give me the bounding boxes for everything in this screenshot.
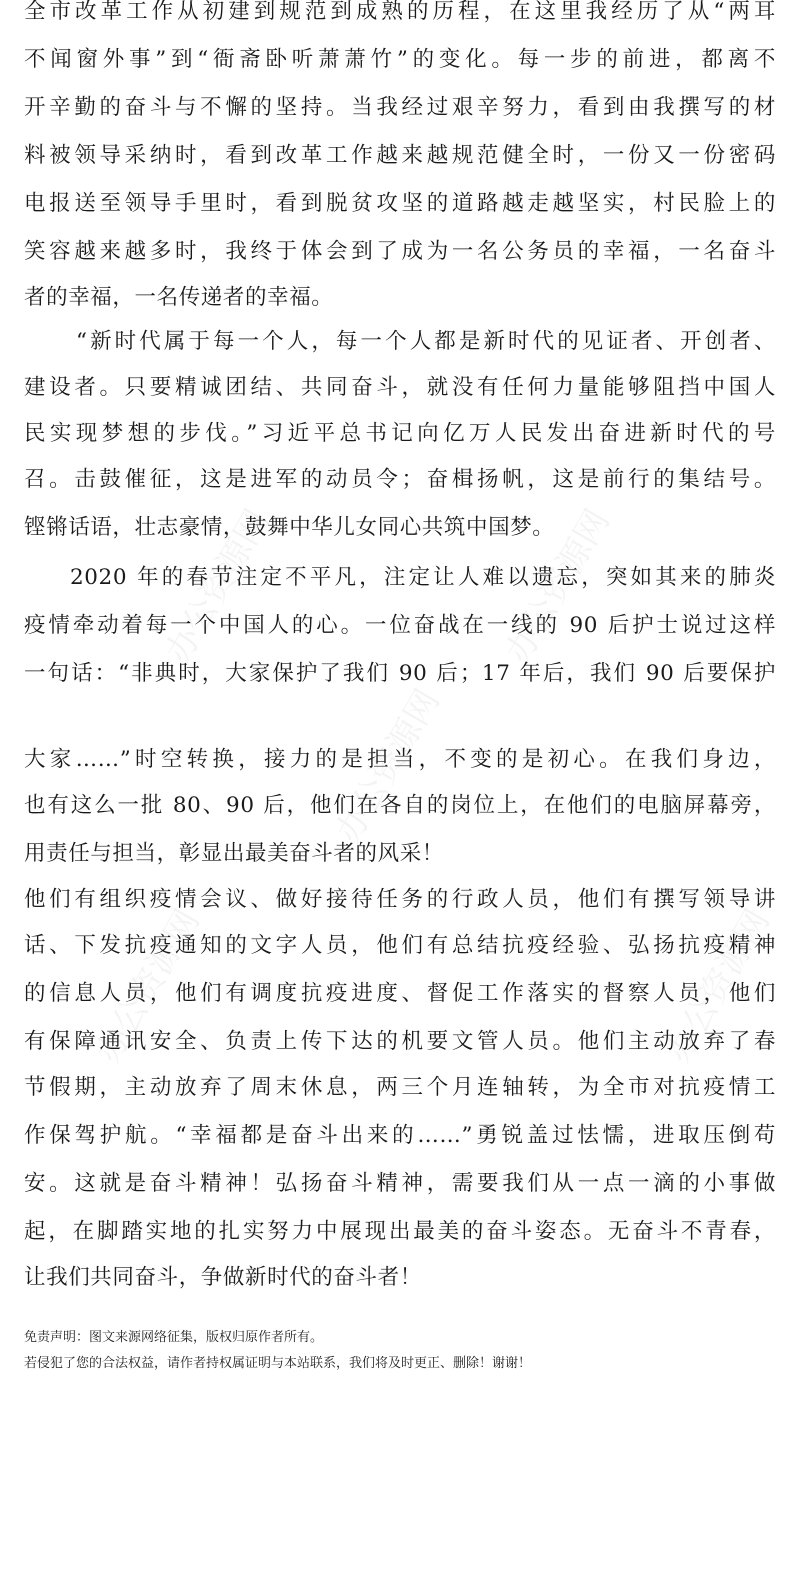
paragraph-5-line-2: 话、下发抗疫通知的文字人员，他们有总结抗疫经验、弘扬抗疫精神: [24, 933, 776, 958]
paragraph-5-line-3: 的信息人员，他们有调度抗疫进度、督促工作落实的督察人员，他们: [24, 981, 776, 1006]
paragraph-3-line-2: 疫情牵动着每一个中国人的心。一位奋战在一线的 90 后护士说过这样: [24, 613, 776, 638]
paragraph-2-line-4: 召。击鼓催征，这是进军的动员令；奋楫扬帆，这是前行的集结号。: [24, 467, 776, 492]
paragraph-1-line-2: 不闻窗外事”到“衙斋卧听萧萧竹”的变化。每一步的前进，都离不: [24, 47, 776, 72]
paragraph-2-line-3: 民实现梦想的步伐。”习近平总书记向亿万人民发出奋进新时代的号: [24, 421, 776, 446]
disclaimer-line-1: 免责声明：图文来源网络征集，版权归原作者所有。: [24, 1330, 324, 1345]
paragraph-2-line-1: “新时代属于每一个人，每一个人都是新时代的见证者、开创者、: [76, 329, 776, 354]
paragraph-1-line-5: 电报送至领导手里时，看到脱贫攻坚的道路越走越坚实，村民脸上的: [24, 191, 776, 216]
paragraph-1-line-3: 开辛勤的奋斗与不懈的坚持。当我经过艰辛努力，看到由我撰写的材: [24, 95, 776, 120]
paragraph-5-line-8: 起，在脚踏实地的扎实努力中展现出最美的奋斗姿态。无奋斗不青春，: [24, 1219, 776, 1244]
paragraph-3-line-1: 2020 年的春节注定不平凡，注定让人难以遗忘，突如其来的肺炎: [70, 565, 776, 590]
paragraph-5-line-1: 他们有组织疫情会议、做好接待任务的行政人员，他们有撰写领导讲: [24, 887, 776, 912]
paragraph-5-line-6: 作保驾护航。“幸福都是奋斗出来的……”勇锐盖过怯懦，进取压倒苟: [24, 1123, 776, 1148]
paragraph-3-line-3: 一句话：“非典时，大家保护了我们 90 后；17 年后，我们 90 后要保护: [24, 661, 776, 686]
paragraph-2-line-2: 建设者。只要精诚团结、共同奋斗，就没有任何力量能够阻挡中国人: [24, 375, 776, 400]
paragraph-2-line-5: 铿锵话语，壮志豪情，鼓舞中华儿女同心共筑中国梦。: [24, 515, 555, 540]
paragraph-5-line-7: 安。这就是奋斗精神！弘扬奋斗精神，需要我们从一点一滴的小事做: [24, 1171, 776, 1196]
disclaimer-line-2: 若侵犯了您的合法权益，请作者持权属证明与本站联系，我们将及时更正、删除！谢谢！: [24, 1356, 532, 1371]
paragraph-1-line-6: 笑容越来越多时，我终于体会到了成为一名公务员的幸福，一名奋斗: [24, 239, 776, 264]
paragraph-1-line-1: 全市改革工作从初建到规范到成熟的历程，在这里我经历了从“两耳: [24, 0, 776, 24]
paragraph-5-line-4: 有保障通讯安全、负责上传下达的机要文管人员。他们主动放弃了春: [24, 1029, 776, 1054]
paragraph-4-line-2: 也有这么一批 80、90 后，他们在各自的岗位上，在他们的电脑屏幕旁，: [24, 793, 776, 818]
paragraph-5-line-9: 让我们共同奋斗，争做新时代的奋斗者！: [24, 1265, 422, 1290]
paragraph-4-line-3: 用责任与担当，彰显出最美奋斗者的风采！: [24, 841, 444, 866]
paragraph-1-line-7: 者的幸福，一名传递者的幸福。: [24, 285, 334, 310]
paragraph-1-line-4: 料被领导采纳时，看到改革工作越来越规范健全时，一份又一份密码: [24, 143, 776, 168]
paragraph-4-line-1: 大家……”时空转换，接力的是担当，不变的是初心。在我们身边，: [24, 747, 776, 772]
paragraph-5-line-5: 节假期，主动放弃了周末休息，两三个月连轴转，为全市对抗疫情工: [24, 1075, 776, 1100]
